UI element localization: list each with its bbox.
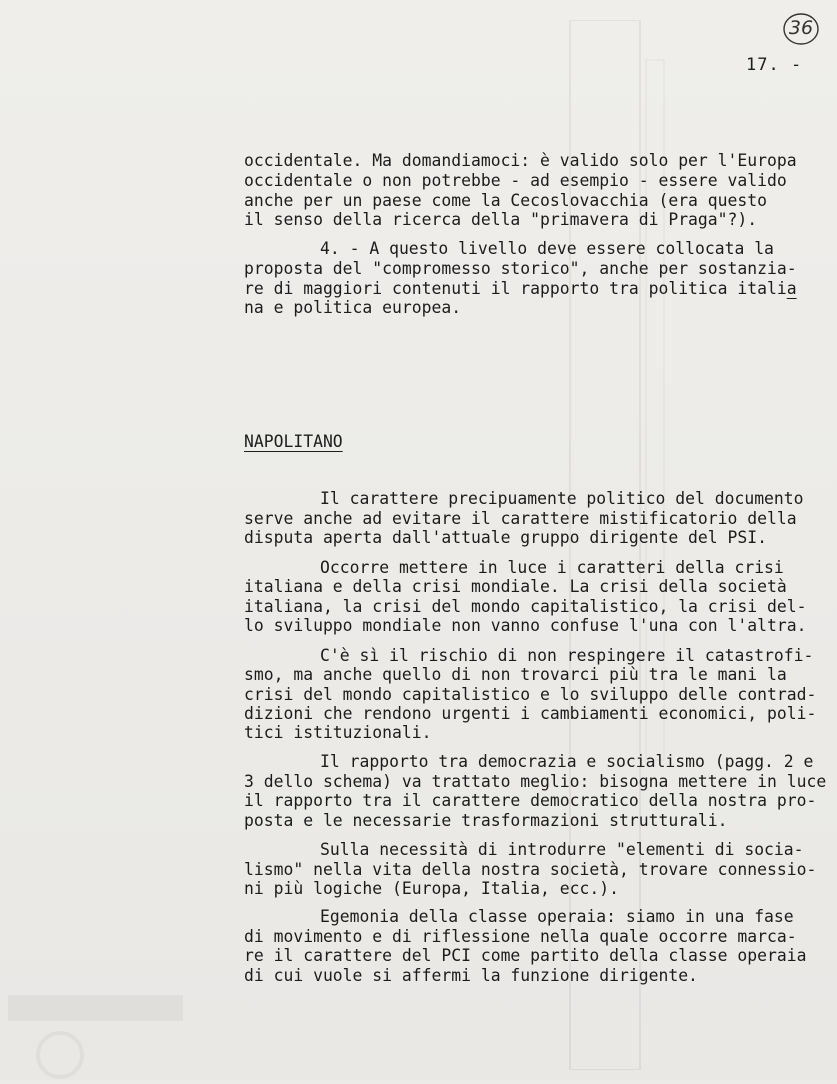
text-line: proposta del "compromesso storico", anche per sostanzia- bbox=[244, 259, 797, 278]
underlined-char: a bbox=[786, 279, 797, 298]
text-line: serve anche ad evitare il carattere mistificatorio della bbox=[244, 509, 797, 528]
text-line: C'è sì il rischio di non respingere il catastrofi- bbox=[320, 646, 814, 665]
text-line-part: re di maggiori contenuti il rapporto tra politica itali bbox=[244, 279, 787, 298]
archive-logo-mark bbox=[0, 985, 200, 1080]
text-line: crisi del mondo capitalistico e lo sviluppo delle contrad- bbox=[244, 685, 817, 704]
text-line: il rapporto tra il carattere democratico della nostra pro- bbox=[244, 791, 817, 810]
text-line: il senso della ricerca della "primavera di Praga"?). bbox=[244, 210, 758, 229]
text-line: ni più logiche (Europa, Italia, ecc.). bbox=[244, 879, 619, 898]
text-line: Egemonia della classe operaia: siamo in una fase bbox=[320, 907, 794, 926]
text-line: 4. - A questo livello deve essere collocata la bbox=[320, 239, 774, 258]
text-line: italiana, la crisi del mondo capitalistico, la crisi del- bbox=[244, 597, 807, 616]
text-line: lismo" nella vita della nostra società, trovare connessio- bbox=[244, 860, 817, 879]
archive-stamp-number: 36 bbox=[788, 17, 814, 39]
page-number: 17. - bbox=[746, 55, 803, 75]
text-line: tici istituzionali. bbox=[244, 723, 432, 742]
text-line: 3 dello schema) va trattato meglio: bisogna mettere in luce bbox=[244, 772, 827, 791]
text-line: anche per un paese come la Cecoslovacchia (era questo bbox=[244, 191, 768, 210]
text-line: dizioni che rendono urgenti i cambiamenti economici, poli- bbox=[244, 704, 817, 723]
text-line: re il carattere del PCI come partito della classe operaia bbox=[244, 946, 807, 965]
text-line: Occorre mettere in luce i caratteri della crisi bbox=[320, 558, 784, 577]
text-line: Il rapporto tra democrazia e socialismo (pagg. 2 e bbox=[320, 752, 814, 771]
text-line: di cui vuole si affermi la funzione dirigente. bbox=[244, 966, 698, 985]
archive-stamp bbox=[782, 12, 820, 46]
text-line bbox=[244, 280, 797, 298]
text-line: Sulla necessità di introdurre "elementi di socia- bbox=[320, 840, 804, 859]
text-line: occidentale. Ma domandiamoci: è valido solo per l'Europa bbox=[244, 151, 797, 170]
text-line: smo, ma anche quello di non trovarci più tra le mani la bbox=[244, 665, 787, 684]
text-line: disputa aperta dall'attuale gruppo dirigente del PSI. bbox=[244, 528, 768, 547]
text-line: di movimento e di riflessione nella quale occorre marca- bbox=[244, 927, 797, 946]
text-line: italiana e della crisi mondiale. La crisi della società bbox=[244, 577, 787, 596]
text-line: Il carattere precipuamente politico del documento bbox=[320, 489, 804, 508]
text-line: posta e le necessarie trasformazioni strutturali. bbox=[244, 811, 728, 830]
text-line: lo sviluppo mondiale non vanno confuse l'una con l'altra. bbox=[244, 616, 807, 635]
speaker-heading: NAPOLITANO bbox=[244, 432, 343, 451]
text-line: na e politica europea. bbox=[244, 298, 462, 317]
text-line: occidentale o non potrebbe - ad esempio - essere valido bbox=[244, 171, 787, 190]
